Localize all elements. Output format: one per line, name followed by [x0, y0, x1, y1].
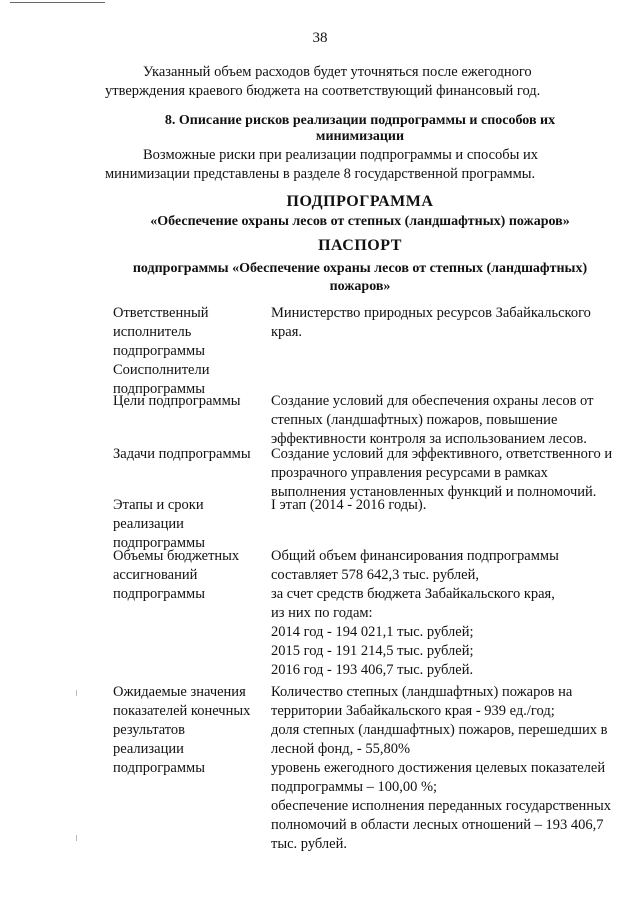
section-8-text-line-1: Возможные риски при реализации подпрограммы и способы их	[143, 147, 539, 163]
budget-year-2015: 2015 год - 191 214,5 тыс. рублей;	[271, 643, 474, 659]
budget-label-line: Объемы бюджетных	[113, 548, 240, 564]
budget-label	[113, 547, 263, 604]
section-8-title-line-1: 8. Описание рисков реализации подпрограммы и способов их	[164, 113, 556, 128]
results-value-line: обеспечение исполнения переданных государственных	[271, 798, 612, 814]
executor-label-line: Ответственный	[113, 305, 209, 321]
executor-value-line: Министерство природных ресурсов Забайкальского	[271, 305, 591, 321]
executor-label	[113, 304, 263, 399]
stages-label	[113, 496, 263, 553]
scan-mark	[76, 690, 77, 696]
budget-year-2016: 2016 год - 193 406,7 тыс. рублей.	[271, 662, 474, 678]
goals-value-line: Создание условий для обеспечения охраны лесов от	[271, 393, 594, 409]
budget-value-line: из них по годам:	[271, 605, 373, 621]
top-edge-line	[10, 2, 105, 3]
results-label	[113, 683, 263, 778]
goals-value-line: степных (ландшафтных) пожаров, повышение	[271, 412, 558, 428]
budget-value-line: за счет средств бюджета Забайкальского края,	[271, 586, 555, 602]
budget-year-2014: 2014 год - 194 021,1 тыс. рублей;	[271, 624, 474, 640]
stages-label-line: реализации	[113, 516, 184, 532]
passport-subtitle-line-2: пожаров»	[329, 279, 391, 294]
executor-value	[271, 304, 631, 342]
budget-label-line: ассигнований	[113, 567, 198, 583]
goals-label	[113, 392, 263, 411]
results-label-line: результатов	[113, 722, 186, 738]
results-value-line: уровень ежегодного достижения целевых показателей	[271, 760, 606, 776]
passport-subtitle	[80, 260, 640, 296]
goals-value-line: эффективности контроля за использованием лесов.	[271, 431, 587, 447]
results-value-line: полномочий в области лесных отношений – 193 406,7	[271, 817, 604, 833]
section-8-text-line-2: минимизации представлены в разделе 8 государственной программы.	[105, 166, 536, 182]
goals-label-line: Цели подпрограммы	[113, 393, 241, 409]
budget-value-line: составляет 578 642,3 тыс. рублей,	[271, 567, 479, 583]
tasks-label-line: Задачи подпрограммы	[113, 446, 251, 462]
stages-value-line: I этап (2014 - 2016 годы).	[271, 497, 427, 513]
stages-label-line: Этапы и сроки	[113, 497, 204, 513]
results-value-line: подпрограммы – 100,00 %;	[271, 779, 438, 795]
results-value-line: Количество степных (ландшафтных) пожаров на	[271, 684, 573, 700]
intro-line-2: утверждения краевого бюджета на соответствующий финансовый год.	[105, 83, 541, 99]
tasks-value	[271, 445, 631, 502]
executor-label-line: подпрограммы	[113, 343, 205, 359]
budget-value	[271, 547, 631, 680]
goals-value	[271, 392, 631, 449]
section-8-title	[80, 113, 640, 145]
section-8-title-line-2: минимизации	[315, 129, 405, 144]
results-value-line: лесной фонд, - 55,80%	[271, 741, 411, 757]
scan-mark	[76, 835, 77, 841]
results-value-line: тыс. рублей.	[271, 836, 347, 852]
results-label-line: Ожидаемые значения	[113, 684, 246, 700]
results-label-line: подпрограммы	[113, 760, 205, 776]
intro-line-1: Указанный объем расходов будет уточняться после ежегодного	[143, 64, 532, 80]
page-number: 38	[312, 30, 328, 46]
results-value	[271, 683, 631, 854]
executor-label-line: исполнитель	[113, 324, 192, 340]
tasks-label	[113, 445, 263, 464]
coexecutor-label-line: Соисполнители	[113, 362, 210, 378]
results-value-line: доля степных (ландшафтных) пожаров, перешедших в	[271, 722, 608, 738]
stages-label-line: подпрограммы	[113, 535, 205, 551]
subprogram-label: ПОДПРОГРАММА	[286, 193, 434, 210]
results-label-line: показателей конечных	[113, 703, 251, 719]
tasks-value-line: Создание условий для эффективного, ответственного и	[271, 446, 613, 462]
tasks-value-line: выполнения установленных функций и полномочий.	[271, 484, 597, 500]
budget-value-line: Общий объем финансирования подпрограммы	[271, 548, 559, 564]
passport-title: ПАСПОРТ	[318, 237, 402, 254]
results-value-line: территории Забайкальского края - 939 ед./год;	[271, 703, 555, 719]
executor-value-line: края.	[271, 324, 303, 340]
coexecutor-label-line: подпрограммы	[113, 381, 205, 397]
tasks-value-line: прозрачного управления ресурсами в рамках	[271, 465, 548, 481]
budget-label-line: подпрограммы	[113, 586, 205, 602]
results-label-line: реализации	[113, 741, 184, 757]
subprogram-name: «Обеспечение охраны лесов от степных (ландшафтных) пожаров»	[150, 214, 570, 229]
passport-subtitle-line-1: подпрограммы «Обеспечение охраны лесов от степных (ландшафтных)	[132, 261, 588, 276]
stages-value	[271, 496, 631, 515]
